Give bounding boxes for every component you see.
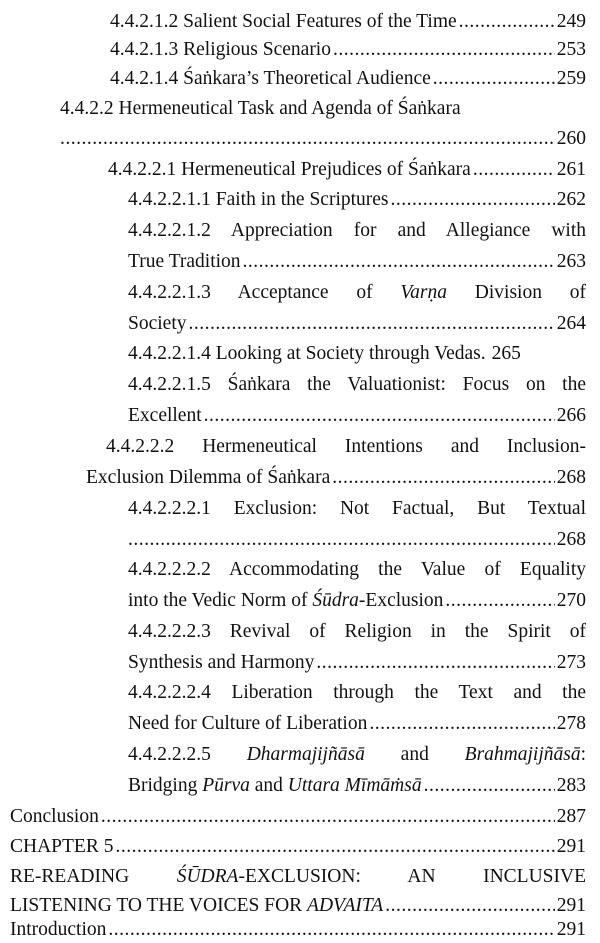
- toc-entry[interactable]: [110, 37, 586, 63]
- toc-entry-continuation[interactable]: [60, 126, 586, 152]
- toc-entry[interactable]: [128, 187, 586, 213]
- entry-title: 4.4.2.2.1.1 Faith in the Scriptures: [128, 189, 389, 210]
- dot-leader: [385, 893, 555, 919]
- title-text: RE-READING: [10, 866, 130, 887]
- dot-leader: [316, 650, 554, 676]
- title-italic: Śūdra: [312, 590, 359, 611]
- page-number: 291: [556, 836, 586, 857]
- title-italic: ADVAITA: [307, 895, 384, 916]
- title-text: Bridging: [128, 775, 198, 796]
- toc-entry-continuation[interactable]: [128, 403, 586, 429]
- entry-title: True Tradition: [128, 251, 241, 272]
- toc-entry[interactable]: [10, 804, 586, 830]
- title-text: and: [254, 775, 283, 796]
- dot-leader: [60, 126, 555, 152]
- dot-leader: [424, 773, 555, 799]
- entry-title: 4.4.2.1.3 Religious Scenario: [110, 39, 331, 60]
- dot-leader: [189, 311, 555, 337]
- toc-entry-continuation[interactable]: [10, 893, 586, 919]
- entry-title: Excellent: [128, 405, 202, 426]
- entry-title: [128, 588, 443, 614]
- entry-title: 4.4.2.1.4 Śaṅkara’s Theoretical Audience: [110, 68, 431, 89]
- toc-entry-continuation[interactable]: [86, 465, 586, 491]
- page-number: 268: [556, 529, 586, 550]
- entry-title: 4.4.2.2.1.4 Looking at Society through Vedas.: [128, 343, 486, 364]
- entry-title: CHAPTER 5: [10, 836, 114, 857]
- title-text: [177, 866, 586, 887]
- toc-entry-title[interactable]: 4.4.2.2.1.5 Śaṅkara the Valuationist: Focus on the: [128, 374, 586, 395]
- title-italic: Uttara Mīmāṁsā: [287, 775, 422, 796]
- dot-leader: [101, 804, 555, 830]
- toc-entry[interactable]: [128, 341, 586, 367]
- dot-leader: [391, 187, 555, 213]
- title-italic: ŚŪDRA: [176, 866, 239, 887]
- entry-title: Conclusion: [10, 806, 99, 827]
- page-number: 278: [556, 713, 586, 734]
- entry-title: Need for Culture of Liberation: [128, 713, 368, 734]
- dot-leader: [445, 588, 554, 614]
- entry-title: 4.4.2.1.2 Salient Social Features of the Time: [110, 11, 457, 32]
- dot-leader: [115, 834, 554, 860]
- dot-leader: [433, 66, 555, 92]
- toc-entry-title[interactable]: 4.4.2.2.2.2 Accommodating the Value of Equality: [128, 559, 586, 580]
- title-text: -EXCLUSION: AN INCLUSIVE: [238, 866, 586, 887]
- entry-title: [10, 893, 383, 919]
- title-text: Division of: [474, 282, 587, 303]
- title-text: into the Vedic Norm of: [128, 590, 308, 611]
- dot-leader: [473, 157, 555, 183]
- page-number: 260: [556, 128, 586, 149]
- toc-entry-continuation[interactable]: [128, 650, 586, 676]
- toc-entry-continuation[interactable]: [128, 249, 586, 275]
- toc-entry-title[interactable]: 4.4.2.2 Hermeneutical Task and Agenda of Śaṅkara: [60, 98, 461, 119]
- toc-entry-title[interactable]: [128, 742, 586, 768]
- title-italic: Dharmajijñāsā: [246, 744, 365, 765]
- page-number: 259: [556, 68, 586, 89]
- title-italic: Brahmajijñāsā: [464, 744, 581, 765]
- page-number: 283: [556, 775, 586, 796]
- toc-entry-continuation[interactable]: [128, 588, 586, 614]
- page-number: 263: [556, 251, 586, 272]
- page-number: 273: [556, 652, 586, 673]
- page-number: 268: [556, 467, 586, 488]
- toc-entry[interactable]: [110, 66, 586, 92]
- toc-entry-title[interactable]: 4.4.2.2.2.4 Liberation through the Text and the: [128, 682, 586, 703]
- page-number: 291: [556, 895, 586, 916]
- entry-title: Introduction: [10, 919, 107, 940]
- entry-title: [128, 773, 422, 799]
- toc-entry-continuation[interactable]: [128, 773, 586, 799]
- toc-entry-title[interactable]: 4.4.2.2.2 Hermeneutical Intentions and Inclusion-: [106, 436, 586, 457]
- page-number: 253: [556, 39, 586, 60]
- dot-leader: [459, 9, 555, 35]
- dot-leader: [108, 917, 554, 943]
- title-text: -Exclusion: [358, 590, 444, 611]
- toc-entry-title[interactable]: 4.4.2.2.2.3 Revival of Religion in the Spirit of: [128, 621, 586, 642]
- toc-entry-title[interactable]: [128, 280, 586, 306]
- dot-leader: [369, 711, 554, 737]
- toc-entry[interactable]: [10, 834, 586, 860]
- dot-leader: [333, 37, 555, 63]
- entry-title: Society: [128, 313, 187, 334]
- toc-entry[interactable]: [10, 917, 586, 943]
- page-number: 249: [556, 11, 586, 32]
- title-italic: Pūrva: [202, 775, 250, 796]
- page-number: 262: [556, 189, 586, 210]
- entry-title: Synthesis and Harmony: [128, 652, 315, 673]
- page-number: 291: [556, 919, 586, 940]
- page-number: 287: [556, 806, 586, 827]
- toc-entry-title[interactable]: 4.4.2.2.2.1 Exclusion: Not Factual, But Textual: [128, 498, 586, 519]
- dot-leader: [243, 249, 555, 275]
- page-number: 261: [556, 159, 586, 180]
- toc-entry-continuation[interactable]: [128, 311, 586, 337]
- entry-title: 4.4.2.2.1 Hermeneutical Prejudices of Śaṅkara: [108, 159, 471, 180]
- entry-title: Exclusion Dilemma of Śaṅkara: [86, 467, 331, 488]
- dot-leader: [204, 403, 555, 429]
- toc-entry[interactable]: [110, 9, 586, 35]
- title-text: LISTENING TO THE VOICES FOR: [10, 895, 303, 916]
- dot-leader: [128, 527, 555, 553]
- toc-entry-continuation[interactable]: [128, 711, 586, 737]
- title-text: [465, 744, 586, 765]
- dot-leader: [332, 465, 555, 491]
- page-number: 265: [491, 343, 521, 364]
- title-text: and: [400, 744, 429, 765]
- title-text: 4.4.2.2.1.3 Acceptance of: [128, 282, 373, 303]
- page-number: 270: [556, 590, 586, 611]
- title-text: 4.4.2.2.2.5: [128, 744, 211, 765]
- page-number: 266: [556, 405, 586, 426]
- page-number: 264: [556, 313, 586, 334]
- toc-entry-title[interactable]: [10, 864, 586, 890]
- title-text: :: [580, 744, 587, 765]
- title-italic: Varṇa: [400, 282, 447, 303]
- toc-entry[interactable]: [108, 157, 586, 183]
- toc-entry-title[interactable]: 4.4.2.2.1.2 Appreciation for and Allegiance with: [128, 220, 586, 241]
- toc-entry-continuation[interactable]: [128, 527, 586, 553]
